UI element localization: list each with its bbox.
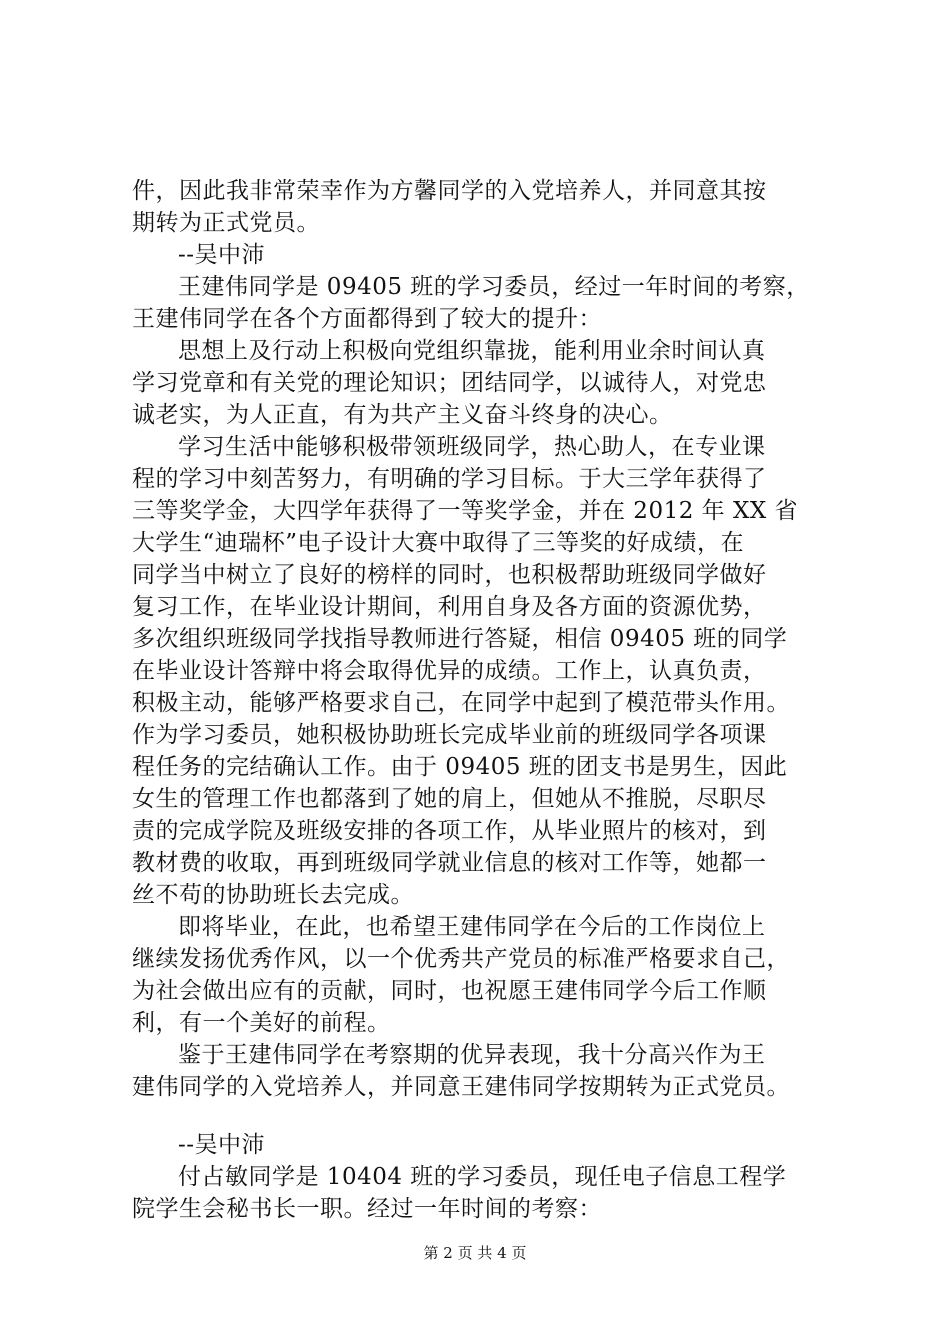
signature-line: --吴中沛 bbox=[178, 242, 266, 268]
text-line: 继续发扬优秀作风，以一个优秀共产党员的标准严格要求自己， bbox=[132, 946, 790, 972]
text-line: 王建伟同学是 09405 班的学习委员，经过一年时间的考察， bbox=[178, 274, 810, 300]
text-line: 丝不苟的协助班长去完成。 bbox=[132, 882, 414, 908]
text-line: 诚老实，为人正直，有为共产主义奋斗终身的决心。 bbox=[132, 402, 673, 428]
text-line: 积极主动，能够严格要求自己，在同学中起到了模范带头作用。 bbox=[132, 690, 790, 716]
text-line: 教材费的收取，再到班级同学就业信息的核对工作等，她都一 bbox=[132, 850, 767, 876]
text-line: 期转为正式党员。 bbox=[132, 210, 320, 236]
text-line: 利，有一个美好的前程。 bbox=[132, 1010, 391, 1036]
text-line: 多次组织班级同学找指导教师进行答疑，相信 09405 班的同学 bbox=[132, 626, 788, 652]
text-line: 程任务的完结确认工作。由于 09405 班的团支书是男生，因此 bbox=[132, 754, 788, 780]
text-line: 大学生“迪瑞杯”电子设计大赛中取得了三等奖的好成绩，在 bbox=[132, 530, 745, 556]
text-line: 院学生会秘书长一职。经过一年时间的考察： bbox=[132, 1196, 602, 1222]
text-line: 付占敏同学是 10404 班的学习委员，现任电子信息工程学 bbox=[178, 1164, 787, 1190]
signature-line: --吴中沛 bbox=[178, 1132, 266, 1158]
page-footer: 第 2 页 共 4 页 bbox=[423, 1244, 527, 1262]
text-line: 建伟同学的入党培养人，并同意王建伟同学按期转为正式党员。 bbox=[132, 1074, 790, 1100]
text-line: 学习生活中能够积极带领班级同学，热心助人，在专业课 bbox=[178, 434, 766, 460]
text-line: 复习工作，在毕业设计期间，利用自身及各方面的资源优势， bbox=[132, 594, 767, 620]
text-line: 三等奖学金，大四学年获得了一等奖学金，并在 2012 年 XX 省 bbox=[132, 498, 799, 524]
text-line: 鉴于王建伟同学在考察期的优异表现，我十分高兴作为王 bbox=[178, 1042, 766, 1068]
text-line: 件，因此我非常荣幸作为方馨同学的入党培养人，并同意其按 bbox=[132, 178, 767, 204]
text-line: 思想上及行动上积极向党组织靠拢，能利用业余时间认真 bbox=[178, 338, 766, 364]
text-line: 即将毕业，在此，也希望王建伟同学在今后的工作岗位上 bbox=[178, 914, 766, 940]
text-line: 在毕业设计答辩中将会取得优异的成绩。工作上，认真负责， bbox=[132, 658, 767, 684]
text-line: 责的完成学院及班级安排的各项工作，从毕业照片的核对，到 bbox=[132, 818, 767, 844]
text-line: 王建伟同学在各个方面都得到了较大的提升： bbox=[132, 306, 602, 332]
text-line: 作为学习委员，她积极协助班长完成毕业前的班级同学各项课 bbox=[132, 722, 767, 748]
text-line: 学习党章和有关党的理论知识；团结同学，以诚待人，对党忠 bbox=[132, 370, 767, 396]
text-line: 程的学习中刻苦努力，有明确的学习目标。于大三学年获得了 bbox=[132, 466, 767, 492]
text-line: 为社会做出应有的贡献，同时，也祝愿王建伟同学今后工作顺 bbox=[132, 978, 767, 1004]
text-line: 同学当中树立了良好的榜样的同时，也积极帮助班级同学做好 bbox=[132, 562, 767, 588]
text-line: 女生的管理工作也都落到了她的肩上，但她从不推脱，尽职尽 bbox=[132, 786, 767, 812]
